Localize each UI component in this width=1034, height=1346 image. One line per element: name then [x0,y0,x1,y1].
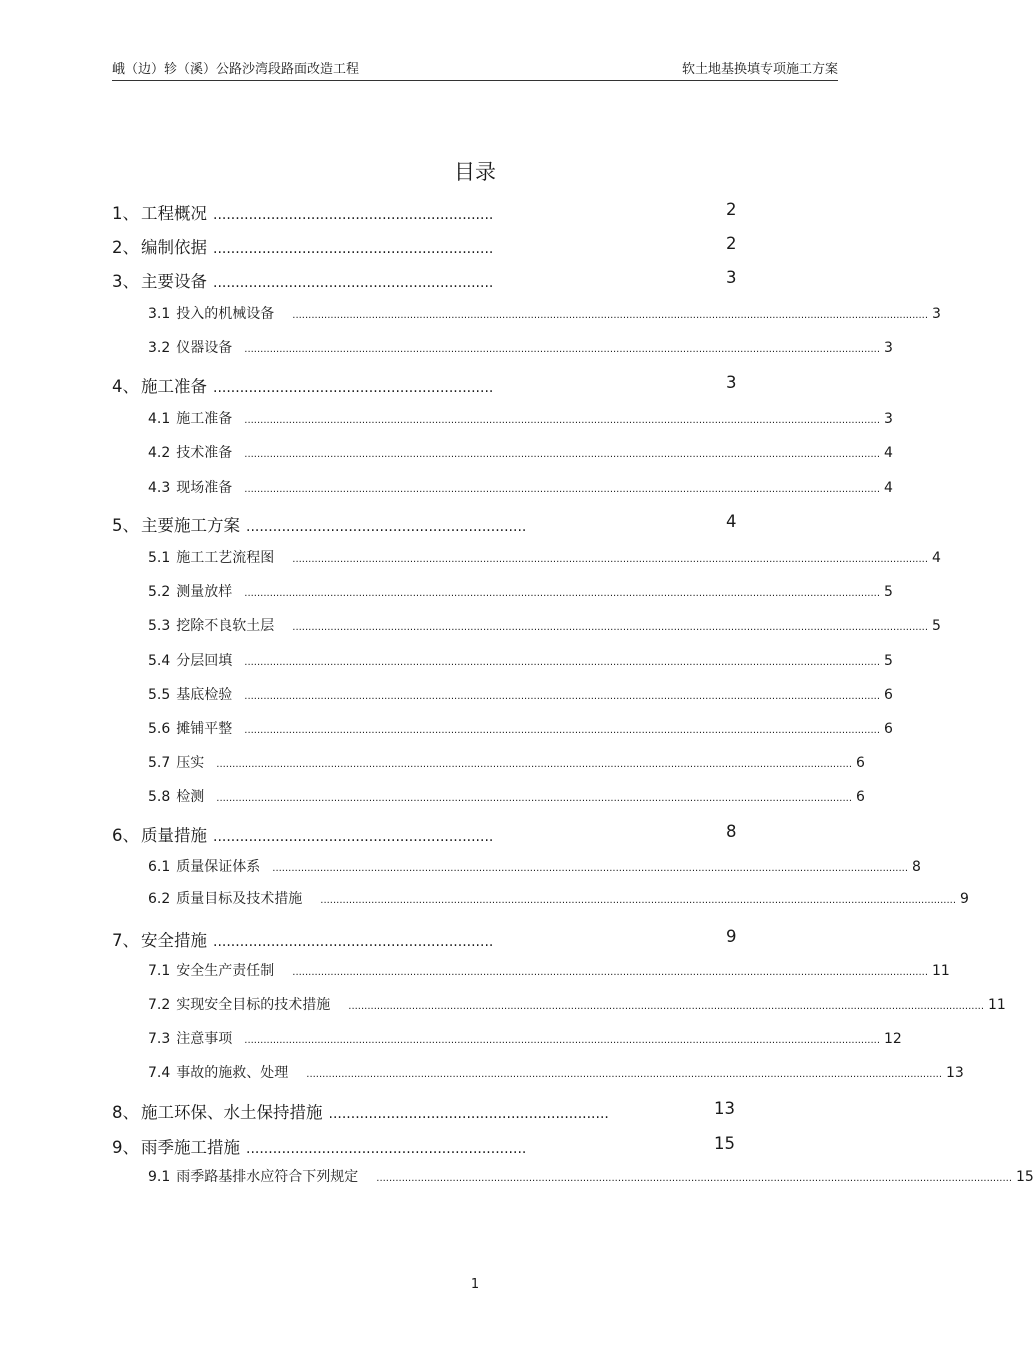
toc-dot-leader: ........................................................................................................................................................................................................ [244,691,881,702]
toc-entry-title: 检测 [176,789,205,805]
toc-page-number: 9 [726,927,737,946]
toc-entry-number: 1、 [112,204,139,223]
toc-entry-title: 仪器设备 [176,340,233,356]
toc-page-number: 4 [884,480,893,496]
toc-page-number: 6 [856,755,865,771]
header-document-title: 软土地基换填专项施工方案 [681,62,838,77]
toc-entry-title: 主要设备 [141,272,207,291]
toc-entry-title: 事故的施救、处理 [176,1065,289,1081]
toc-chapter-entry[interactable] [112,373,737,397]
toc-entry-number: 5.4 [148,653,171,669]
toc-page-number: 6 [884,721,893,737]
toc-page-number: 9 [960,891,969,907]
toc-entry-number: 9、 [112,1138,139,1157]
toc-dot-leader: ........................................................................................................................................................................................................ [244,484,881,495]
toc-entry-number: 4.1 [148,411,171,427]
toc-dot-leader: ............................................................... [213,934,494,950]
toc-chapter-entry[interactable] [112,200,737,224]
toc-page-number: 8 [726,822,737,841]
toc-dot-leader: ........................................................................................................................................................................................................ [244,725,881,736]
toc-entry-number: 3.1 [148,306,171,322]
toc-page-number: 15 [714,1134,735,1153]
toc-page-number: 11 [988,997,1006,1013]
toc-chapter-entry[interactable] [112,1134,735,1158]
toc-dot-leader: ............................................................... [246,519,527,535]
toc-title: 目录 [454,160,496,184]
toc-entry-title: 施工准备 [141,377,207,396]
toc-page-number: 15 [1016,1169,1034,1185]
toc-entry-title: 施工准备 [176,411,233,427]
toc-dot-leader: ............................................................... [213,380,494,396]
toc-entry-title: 摊铺平整 [176,721,233,737]
toc-page-number: 13 [714,1099,735,1118]
toc-section-entry[interactable] [148,547,941,567]
toc-dot-leader: ............................................................... [213,207,494,223]
toc-dot-leader: ........................................................................................................................................................................................................ [244,657,881,668]
toc-entry-title: 注意事项 [176,1031,233,1047]
toc-entry-number: 5、 [112,516,139,535]
toc-page-number: 5 [884,653,893,669]
toc-section-entry[interactable] [148,888,969,908]
toc-dot-leader: ........................................................................................................................................................................................................ [306,1069,943,1080]
toc-entry-number: 7.3 [148,1031,171,1047]
toc-page-number: 4 [884,445,893,461]
toc-entry-title: 雨季施工措施 [141,1138,240,1157]
toc-entry-title: 质量目标及技术措施 [176,891,303,907]
toc-chapter-entry[interactable] [112,234,737,258]
toc-dot-leader: ........................................................................................................................................................................................................ [292,622,929,633]
toc-entry-number: 6.1 [148,859,171,875]
toc-entry-title: 质量措施 [141,826,207,845]
toc-entry-title: 测量放样 [176,584,233,600]
toc-entry-number: 7、 [112,931,139,950]
toc-section-entry[interactable] [148,960,950,980]
toc-dot-leader: ............................................................... [213,829,494,845]
toc-section-entry[interactable] [148,1166,1034,1186]
toc-page-number: 2 [726,200,737,219]
toc-section-entry[interactable] [148,615,941,635]
toc-section-entry[interactable] [148,1028,902,1048]
toc-section-entry[interactable] [148,718,893,738]
toc-section-entry[interactable] [148,994,1006,1014]
toc-page-number: 2 [726,234,737,253]
toc-dot-leader: ............................................................... [213,275,494,291]
toc-dot-leader: ........................................................................................................................................................................................................ [348,1001,985,1012]
toc-dot-leader: ........................................................................................................................................................................................................ [244,1035,881,1046]
toc-entry-title: 实现安全目标的技术措施 [176,997,331,1013]
toc-section-entry[interactable] [148,581,893,601]
toc-entry-number: 2、 [112,238,139,257]
toc-section-entry[interactable] [148,442,893,462]
toc-entry-number: 5.6 [148,721,171,737]
toc-entry-title: 安全生产责任制 [176,963,275,979]
toc-entry-title: 压实 [176,755,205,771]
toc-entry-number: 7.4 [148,1065,171,1081]
header-project-title: 峨（边）轸（溪）公路沙湾段路面改造工程 [112,62,360,77]
toc-dot-leader: ........................................................................................................................................................................................................ [292,554,929,565]
toc-section-entry[interactable] [148,1062,964,1082]
toc-page-number: 3 [726,373,737,392]
toc-dot-leader: ........................................................................................................................................................................................................ [216,759,853,770]
toc-dot-leader: ............................................................... [246,1141,527,1157]
toc-dot-leader: ........................................................................................................................................................................................................ [244,344,881,355]
toc-page-number: 3 [932,306,941,322]
toc-page-number: 3 [884,340,893,356]
toc-dot-leader: ........................................................................................................................................................................................................ [244,449,881,460]
toc-section-entry[interactable] [148,752,865,772]
toc-entry-number: 5.5 [148,687,171,703]
toc-dot-leader: ............................................................... [213,241,494,257]
toc-dot-leader: ........................................................................................................................................................................................................ [244,588,881,599]
toc-dot-leader: ........................................................................................................................................................................................................ [292,967,929,978]
toc-section-entry[interactable] [148,856,921,876]
toc-entry-number: 6.2 [148,891,171,907]
toc-section-entry[interactable] [148,786,865,806]
toc-page-number: 5 [932,618,941,634]
toc-chapter-entry[interactable] [112,822,737,846]
toc-page-number: 4 [726,512,737,531]
toc-entry-title: 投入的机械设备 [176,306,275,322]
toc-dot-leader: ........................................................................................................................................................................................................ [216,793,853,804]
toc-entry-number: 4.3 [148,480,171,496]
toc-page-number: 3 [884,411,893,427]
toc-entry-title: 质量保证体系 [176,859,261,875]
toc-dot-leader: ........................................................................................................................................................................................................ [272,863,909,874]
toc-section-entry[interactable] [148,684,893,704]
toc-chapter-entry[interactable] [112,268,737,292]
toc-page-number: 13 [946,1065,964,1081]
toc-section-entry[interactable] [148,303,941,323]
toc-entry-number: 5.8 [148,789,171,805]
toc-entry-title: 主要施工方案 [141,516,240,535]
toc-entry-number: 4.2 [148,445,171,461]
toc-entry-title: 安全措施 [141,931,207,950]
toc-entry-title: 工程概况 [141,204,207,223]
toc-section-entry[interactable] [148,337,893,357]
toc-section-entry[interactable] [148,477,893,497]
toc-entry-number: 6、 [112,826,139,845]
toc-chapter-entry[interactable] [112,512,737,536]
toc-entry-number: 5.3 [148,618,171,634]
toc-dot-leader: ........................................................................................................................................................................................................ [292,310,929,321]
toc-entry-title: 挖除不良软土层 [176,618,275,634]
toc-page-number: 8 [912,859,921,875]
toc-dot-leader: ............................................................... [328,1106,609,1122]
toc-page-number: 4 [932,550,941,566]
toc-entry-number: 7.1 [148,963,171,979]
toc-entry-number: 7.2 [148,997,171,1013]
toc-page-number: 11 [932,963,950,979]
toc-entry-number: 5.2 [148,584,171,600]
page-number: 1 [470,1277,480,1292]
toc-entry-title: 分层回填 [176,653,233,669]
toc-chapter-entry[interactable] [112,1099,735,1123]
toc-entry-title: 雨季路基排水应符合下列规定 [176,1169,359,1185]
toc-entry-number: 5.7 [148,755,171,771]
header-divider [112,80,838,81]
toc-dot-leader: ........................................................................................................................................................................................................ [376,1173,1013,1184]
toc-entry-number: 3、 [112,272,139,291]
toc-section-entry[interactable] [148,650,893,670]
toc-entry-title: 施工环保、水土保持措施 [141,1103,323,1122]
toc-entry-title: 基底检验 [176,687,233,703]
toc-section-entry[interactable] [148,408,893,428]
toc-dot-leader: ........................................................................................................................................................................................................ [320,895,957,906]
toc-page-number: 3 [726,268,737,287]
toc-page-number: 12 [884,1031,902,1047]
toc-entry-title: 技术准备 [176,445,233,461]
toc-entry-title: 编制依据 [141,238,207,257]
toc-entry-number: 4、 [112,377,139,396]
toc-entry-title: 施工工艺流程图 [176,550,275,566]
toc-page-number: 6 [856,789,865,805]
toc-entry-number: 8、 [112,1103,139,1122]
toc-page-number: 5 [884,584,893,600]
toc-entry-number: 9.1 [148,1169,171,1185]
toc-entry-number: 3.2 [148,340,171,356]
toc-chapter-entry[interactable] [112,927,737,951]
toc-entry-number: 5.1 [148,550,171,566]
toc-page-number: 6 [884,687,893,703]
toc-dot-leader: ........................................................................................................................................................................................................ [244,415,881,426]
toc-entry-title: 现场准备 [176,480,233,496]
